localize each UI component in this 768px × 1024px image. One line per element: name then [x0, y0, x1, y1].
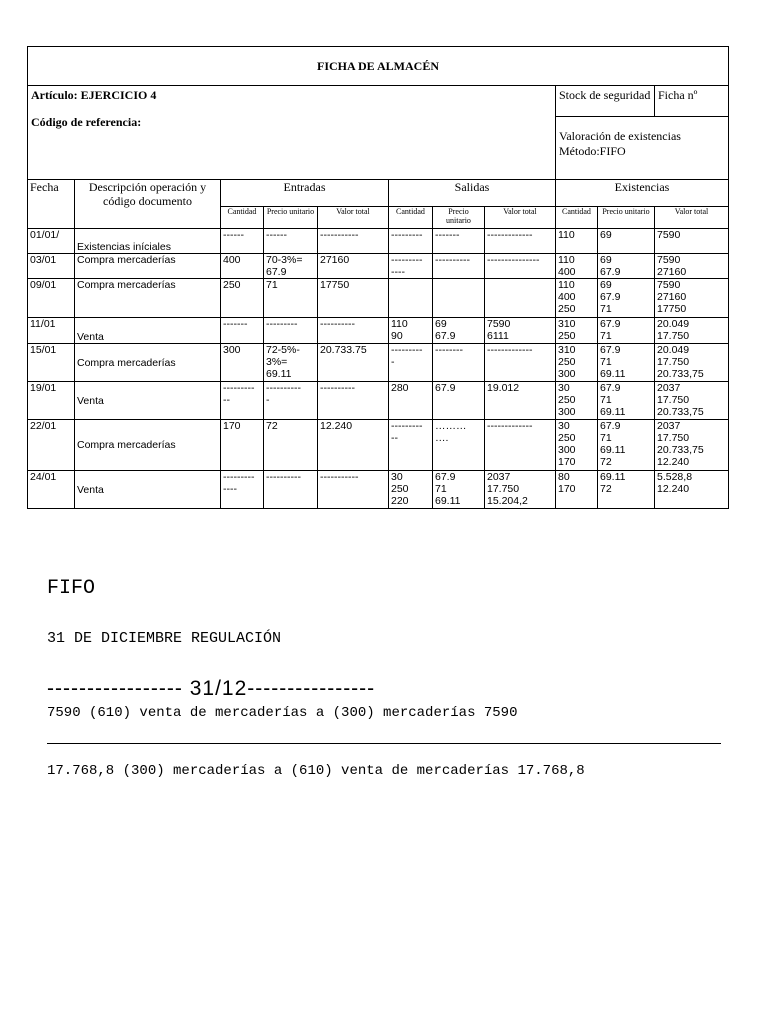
cell-salidas-valor: ------------- — [485, 229, 556, 254]
cell-fecha: 09/01 — [28, 279, 75, 318]
cell-entradas-cantidad: 170 — [221, 420, 264, 471]
articulo-block — [28, 86, 556, 180]
cell-entradas-precio: ---------- — [264, 471, 318, 509]
col-fecha: Fecha — [28, 180, 75, 229]
cell-descripcion: Compra mercaderías — [75, 344, 221, 382]
cell-salidas-cantidad: 280 — [389, 382, 433, 420]
cell-salidas-valor: 19.012 — [485, 382, 556, 420]
divider — [47, 743, 721, 744]
cell-entradas-precio: ---------- - — [264, 382, 318, 420]
cell-entradas-cantidad: 300 — [221, 344, 264, 382]
journal-entry-2: 17.768,8 (300) mercaderías a (610) venta de mercaderías 17.768,8 — [47, 763, 585, 779]
articulo-label: Artículo: EJERCICIO 4 — [31, 88, 157, 102]
table-row — [28, 318, 729, 344]
cell-salidas-cantidad: --------- -- — [389, 420, 433, 471]
table-row — [28, 279, 729, 318]
cell-entradas-cantidad: --------- ---- — [221, 471, 264, 509]
cell-existencias-precio: 67.9 71 69.11 — [598, 382, 655, 420]
cell-existencias-valor: 7590 — [655, 229, 729, 254]
cell-entradas-valor: 20.733.75 — [318, 344, 389, 382]
table-row — [28, 344, 729, 382]
cell-descripcion: Venta — [75, 318, 221, 344]
table-row — [28, 420, 729, 471]
cell-fecha: 24/01 — [28, 471, 75, 509]
cell-existencias-valor: 7590 27160 17750 — [655, 279, 729, 318]
cell-salidas-valor: 7590 6111 — [485, 318, 556, 344]
cell-descripcion: Compra mercaderías — [75, 420, 221, 471]
salidas-valor: Valor total — [485, 207, 556, 229]
cell-entradas-cantidad: --------- -- — [221, 382, 264, 420]
cell-existencias-cantidad: 310 250 300 — [556, 344, 598, 382]
col-entradas: Entradas — [221, 180, 389, 207]
cell-entradas-valor: ---------- — [318, 382, 389, 420]
cell-existencias-precio: 69 — [598, 229, 655, 254]
cell-existencias-precio: 69 67.9 — [598, 254, 655, 279]
cell-salidas-cantidad: 30 250 220 — [389, 471, 433, 509]
cell-fecha: 22/01 — [28, 420, 75, 471]
existencias-cantidad: Cantidad — [556, 207, 598, 229]
cell-fecha: 01/01/ — [28, 229, 75, 254]
cell-existencias-cantidad: 110 400 250 — [556, 279, 598, 318]
cell-existencias-valor: 2037 17.750 20.733,75 12.240 — [655, 420, 729, 471]
cell-existencias-valor: 20.049 17.750 20.733,75 — [655, 344, 729, 382]
cell-entradas-precio: 72-5%- 3%= 69.11 — [264, 344, 318, 382]
cell-salidas-cantidad: --------- - — [389, 344, 433, 382]
cell-fecha: 15/01 — [28, 344, 75, 382]
table-row — [28, 471, 729, 509]
cell-salidas-precio: ------- — [433, 229, 485, 254]
cell-descripcion: Venta — [75, 382, 221, 420]
cell-salidas-cantidad: 110 90 — [389, 318, 433, 344]
cell-existencias-precio: 69.11 72 — [598, 471, 655, 509]
cell-entradas-cantidad: 250 — [221, 279, 264, 318]
table-row — [28, 254, 729, 279]
table-row — [28, 382, 729, 420]
cell-salidas-precio: 67.9 71 69.11 — [433, 471, 485, 509]
cell-existencias-precio: 67.9 71 69.11 — [598, 344, 655, 382]
cell-entradas-precio: 71 — [264, 279, 318, 318]
cell-existencias-valor: 5.528,8 12.240 — [655, 471, 729, 509]
cell-descripcion: Existencias iníciales — [75, 229, 221, 254]
cell-salidas-valor: --------------- — [485, 254, 556, 279]
cell-salidas-cantidad — [389, 279, 433, 318]
date-separator: ----------------- 31/12---------------- — [47, 677, 376, 700]
cell-fecha: 03/01 — [28, 254, 75, 279]
valoracion-block — [556, 117, 729, 180]
regulacion-heading: 31 DE DICIEMBRE REGULACIÓN — [47, 630, 282, 647]
cell-existencias-cantidad: 30 250 300 170 — [556, 420, 598, 471]
cell-entradas-precio: 70-3%= 67.9 — [264, 254, 318, 279]
cell-salidas-precio: 69 67.9 — [433, 318, 485, 344]
cell-entradas-cantidad: 400 — [221, 254, 264, 279]
cell-salidas-precio: ……… …. — [433, 420, 485, 471]
cell-salidas-precio: 67.9 — [433, 382, 485, 420]
cell-entradas-precio: --------- — [264, 318, 318, 344]
metodo-label: Método:FIFO — [559, 144, 626, 158]
journal-entry-1: 7590 (610) venta de mercaderías a (300) mercaderías 7590 — [47, 705, 518, 721]
ficha-numero-label: Ficha nº — [655, 86, 729, 117]
cell-existencias-cantidad: 110 400 — [556, 254, 598, 279]
cell-salidas-cantidad: --------- — [389, 229, 433, 254]
col-existencias: Existencias — [556, 180, 729, 207]
cell-existencias-precio: 67.9 71 — [598, 318, 655, 344]
cell-entradas-precio: ------ — [264, 229, 318, 254]
cell-existencias-valor: 20.049 17.750 — [655, 318, 729, 344]
existencias-precio: Precio unitario — [598, 207, 655, 229]
codigo-referencia-label: Código de referencia: — [31, 115, 142, 129]
col-salidas: Salidas — [389, 180, 556, 207]
cell-existencias-precio: 67.9 71 69.11 72 — [598, 420, 655, 471]
ficha-title: FICHA DE ALMACÉN — [28, 47, 729, 86]
table-row — [28, 229, 729, 254]
ficha-almacen-table — [27, 46, 729, 509]
cell-entradas-valor: 12.240 — [318, 420, 389, 471]
cell-salidas-valor: ------------- — [485, 420, 556, 471]
cell-entradas-valor: 17750 — [318, 279, 389, 318]
cell-entradas-cantidad: ------- — [221, 318, 264, 344]
cell-salidas-cantidad: --------- ---- — [389, 254, 433, 279]
fifo-heading: FIFO — [47, 577, 96, 600]
cell-descripcion: Compra mercaderías — [75, 254, 221, 279]
cell-existencias-cantidad: 310 250 — [556, 318, 598, 344]
cell-entradas-precio: 72 — [264, 420, 318, 471]
cell-salidas-precio: -------- — [433, 344, 485, 382]
cell-existencias-cantidad: 80 170 — [556, 471, 598, 509]
cell-entradas-valor: ----------- — [318, 471, 389, 509]
cell-salidas-precio — [433, 279, 485, 318]
salidas-cantidad: Cantidad — [389, 207, 433, 229]
cell-descripcion: Compra mercaderías — [75, 279, 221, 318]
cell-salidas-valor: ------------- — [485, 344, 556, 382]
entradas-precio: Precio unitario — [264, 207, 318, 229]
cell-existencias-cantidad: 110 — [556, 229, 598, 254]
cell-entradas-cantidad: ------ — [221, 229, 264, 254]
cell-existencias-precio: 69 67.9 71 — [598, 279, 655, 318]
cell-existencias-cantidad: 30 250 300 — [556, 382, 598, 420]
cell-entradas-valor: ---------- — [318, 318, 389, 344]
cell-existencias-valor: 7590 27160 — [655, 254, 729, 279]
cell-salidas-precio: ---------- — [433, 254, 485, 279]
cell-existencias-valor: 2037 17.750 20.733,75 — [655, 382, 729, 420]
salidas-precio: Precio unitario — [433, 207, 485, 229]
stock-seguridad-label: Stock de seguridad — [556, 86, 655, 117]
col-descripcion: Descripción operación y código documento — [75, 180, 221, 229]
existencias-valor: Valor total — [655, 207, 729, 229]
cell-entradas-valor: 27160 — [318, 254, 389, 279]
valoracion-label: Valoración de existencias — [559, 129, 681, 143]
cell-salidas-valor: 2037 17.750 15.204,2 — [485, 471, 556, 509]
cell-entradas-valor: ----------- — [318, 229, 389, 254]
cell-fecha: 19/01 — [28, 382, 75, 420]
cell-descripcion: Venta — [75, 471, 221, 509]
cell-salidas-valor — [485, 279, 556, 318]
cell-fecha: 11/01 — [28, 318, 75, 344]
entradas-valor: Valor total — [318, 207, 389, 229]
entradas-cantidad: Cantidad — [221, 207, 264, 229]
